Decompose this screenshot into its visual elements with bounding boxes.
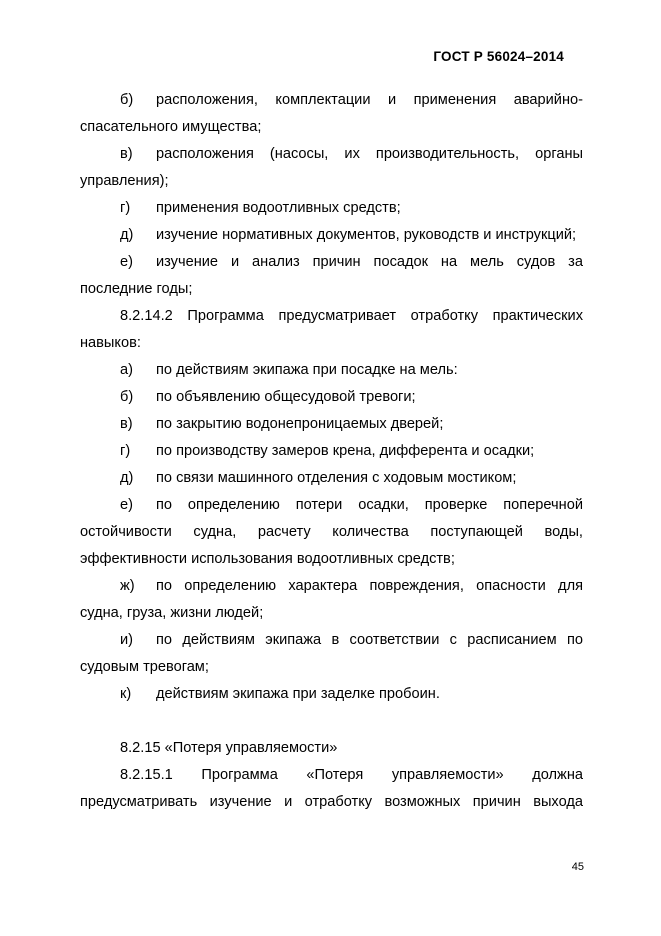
list-item-text: по закрытию водонепроницаемых дверей;: [156, 416, 444, 432]
list-item-text: расположения, комплектации и применения аварийно-спасательного имущества;: [80, 92, 583, 135]
list-item-marker: а): [120, 362, 133, 378]
list-item-marker: г): [120, 200, 131, 216]
list-item-text: применения водоотливных средств;: [156, 200, 401, 216]
list-item-text: по объявлению общесудовой тревоги;: [156, 389, 416, 405]
list-item-marker: б): [120, 92, 134, 108]
list-items-2: [80, 357, 583, 708]
list-item-text: по связи машинного отделения с ходовым мостиком;: [156, 470, 517, 486]
list-item: [80, 573, 583, 627]
list-item: [80, 411, 583, 438]
list-item-marker: е): [120, 254, 133, 270]
list-item-text: расположения (насосы, их производительность, органы управления);: [80, 146, 583, 189]
paragraph-number: 8.2.14.2: [120, 308, 173, 324]
list-item-marker: ж): [120, 578, 135, 594]
list-item-marker: е): [120, 497, 133, 513]
list-item: [80, 222, 583, 249]
list-item: [80, 357, 583, 384]
list-item: [80, 681, 583, 708]
page-number: 45: [571, 861, 584, 873]
paragraph-number: 8.2.15.1: [120, 767, 173, 783]
section-title: «Потеря управляемости»: [164, 740, 338, 756]
list-item: [80, 627, 583, 681]
paragraph-text: Программа предусматривает отработку практических навыков:: [80, 308, 584, 351]
list-item: [80, 492, 583, 573]
blank-line: [80, 708, 583, 735]
list-item-marker: в): [120, 146, 133, 162]
section-number: 8.2.15: [120, 740, 161, 756]
paragraph-8-2-15-1: [80, 762, 583, 816]
list-item: [80, 195, 583, 222]
document-body: [80, 87, 583, 816]
list-items-1: [80, 87, 583, 303]
list-item-text: по действиям экипажа при посадке на мель:: [156, 362, 458, 378]
list-item-marker: к): [120, 686, 132, 702]
list-item: [80, 249, 583, 303]
list-item-text: по производству замеров крена, дифферента и осадки;: [156, 443, 535, 459]
list-item-text: по определению характера повреждения, опасности для судна, груза, жизни людей;: [80, 578, 583, 621]
list-item: [80, 384, 583, 411]
list-item-marker: б): [120, 389, 134, 405]
list-item-text: изучение и анализ причин посадок на мель судов за последние годы;: [80, 254, 583, 297]
section-heading-8-2-15: [80, 735, 583, 762]
list-item-marker: д): [120, 227, 134, 243]
list-item-marker: г): [120, 443, 131, 459]
list-item-text: по действиям экипажа в соответствии с расписанием по судовым тревогам;: [80, 632, 583, 675]
list-item-marker: д): [120, 470, 134, 486]
list-item: [80, 87, 583, 141]
list-item-marker: и): [120, 632, 134, 648]
list-item-text: действиям экипажа при заделке пробоин.: [156, 686, 440, 702]
list-item: [80, 141, 583, 195]
list-item-marker: в): [120, 416, 133, 432]
list-item: [80, 465, 583, 492]
document-header: ГОСТ Р 56024–2014: [433, 49, 564, 64]
list-item-text: изучение нормативных документов, руководств и инструкций;: [156, 227, 577, 243]
paragraph-text: Программа «Потеря управляемости» должна предусматривать изучение и отработку возможных причин выхода: [80, 767, 583, 810]
list-item: [80, 438, 583, 465]
list-item-text: по определению потери осадки, проверке поперечной остойчивости судна, расчету количества поступающей воды, эффективности использования водоотливных средств;: [80, 497, 583, 567]
paragraph-8-2-14-2: [80, 303, 583, 357]
